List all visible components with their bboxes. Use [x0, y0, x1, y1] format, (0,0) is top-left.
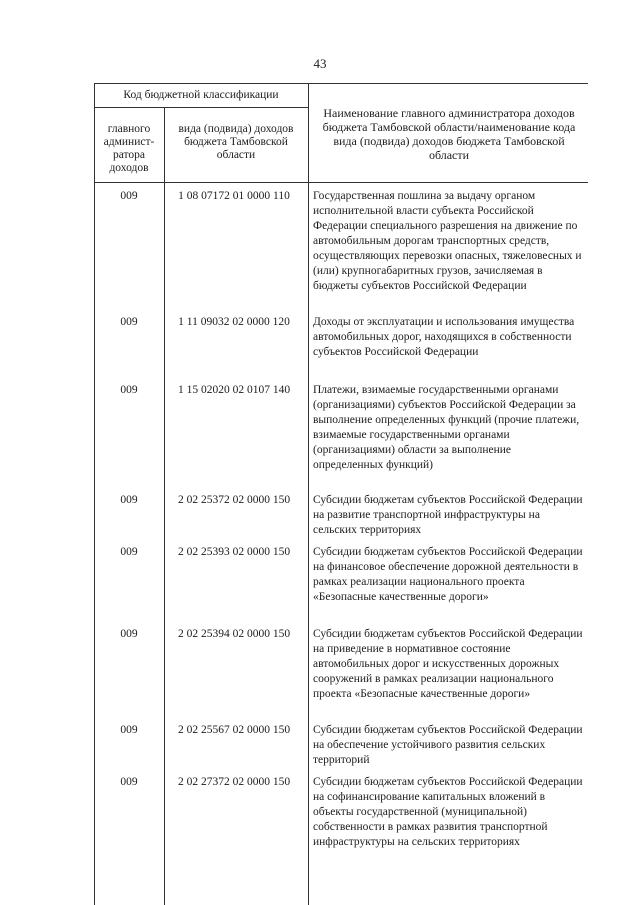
admin-code: 009 — [120, 724, 138, 736]
admin-code: 009 — [120, 546, 138, 558]
header-code-col: вида (подвида) доходов бюджета Тамбовской области — [178, 123, 294, 161]
income-code: 2 02 25393 02 0000 150 — [177, 546, 291, 558]
income-code: 2 02 25394 02 0000 150 — [177, 628, 291, 640]
admin-code: 009 — [120, 316, 138, 328]
income-code: 2 02 25372 02 0000 150 — [177, 494, 291, 506]
admin-code: 009 — [120, 776, 138, 788]
col2-divider — [308, 83, 309, 905]
header-group-label: Код бюджетной классификации — [123, 89, 279, 101]
income-name: Субсидии бюджетам субъектов Российской Федерации на обеспечение устойчивого развития сельских территорий — [313, 724, 583, 766]
header-name-col: Наименование главного администратора доходов бюджета Тамбовской области/наименование кода вида (подвида) доходов бюджета Тамбовской области — [322, 106, 576, 162]
admin-code: 009 — [120, 384, 138, 396]
income-code: 2 02 25567 02 0000 150 — [177, 724, 291, 736]
income-name: Субсидии бюджетам субъектов Российской Федерации на развитие транспортной инфраструктуры на сельских территориях — [313, 494, 583, 536]
table-top-border — [94, 83, 588, 84]
budget-classification-table — [94, 83, 588, 905]
income-name: Субсидии бюджетам субъектов Российской Федерации на софинансирование капитальных вложений в объекты государственной (муниципальной) собственности в рамках развития транспортной инфраструктуры на сельских территориях — [313, 776, 583, 848]
income-name: Субсидии бюджетам субъектов Российской Федерации на приведение в нормативное состояние автомобильных дорог и искусственных дорожных сооружений в рамках реализации национального проекта «Безопасные качественные дороги» — [313, 628, 583, 700]
admin-code: 009 — [120, 494, 138, 506]
admin-code: 009 — [120, 190, 138, 202]
admin-code: 009 — [120, 628, 138, 640]
header-bottom-border — [94, 182, 588, 183]
income-code: 1 08 07172 01 0000 110 — [178, 190, 290, 202]
income-name: Платежи, взимаемые государственными органами (организациями) субъектов Российской Федерации за выполнение определенных функций (прочие платежи, взимаемые государственными органами (организациями) области за выполнение определенных функций) — [313, 384, 580, 471]
income-name: Доходы от эксплуатации и использования имущества автомобильных дорог, находящихся в собственности субъектов Российской Федерации — [313, 316, 575, 358]
income-name: Субсидии бюджетам субъектов Российской Федерации на финансовое обеспечение дорожной деятельности в рамках реализации национального проекта «Безопасные качественные дороги» — [313, 546, 583, 603]
income-code: 1 15 02020 02 0107 140 — [177, 384, 291, 396]
header-admin-col: главного админист-ратора доходов — [103, 123, 155, 174]
header-group-divider — [94, 107, 308, 108]
page-number: 43 — [313, 56, 327, 71]
income-code: 1 11 09032 02 0000 120 — [178, 316, 290, 328]
income-code: 2 02 27372 02 0000 150 — [177, 776, 291, 788]
income-name: Государственная пошлина за выдачу органом исполнительной власти субъекта Российской Федерации специального разрешения на движение по автомобильным дорогам транспортных средств, осуществляющих перевозки опасных, тяжеловесных и (или) крупногабаритных грузов, зачисляемая в бюджеты субъектов Российской Федерации — [313, 190, 582, 292]
